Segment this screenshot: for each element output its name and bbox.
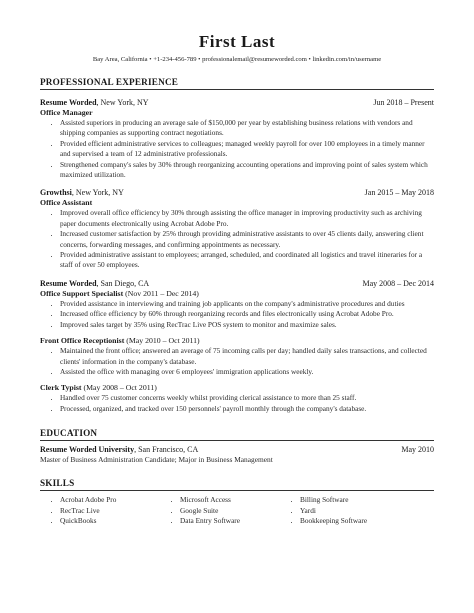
role-dates: (May 2010 – Oct 2011): [124, 336, 200, 346]
job-entry: [40, 188, 434, 270]
skills-column: [40, 495, 160, 526]
job-dates: Jun 2018 – Present: [373, 98, 434, 107]
skills-column: [160, 495, 280, 526]
role-title: [40, 336, 434, 345]
bullet-list: [40, 118, 434, 180]
job-location: , New York, NY: [96, 98, 149, 107]
skill-item: • Microsoft Access: [180, 495, 280, 505]
role-dates: (Nov 2011 – Dec 2014): [123, 288, 199, 298]
school-name: Resume Worded University: [40, 445, 135, 455]
education-dates: May 2010: [401, 445, 434, 455]
skill-item: • QuickBooks: [60, 516, 160, 526]
job-dates: May 2008 – Dec 2014: [362, 278, 434, 288]
role-name: Office Support Specialist: [40, 288, 124, 298]
skill-item: • Yardi: [300, 506, 400, 516]
school-location: , San Francisco, CA: [134, 445, 199, 455]
skills-grid: [40, 495, 434, 526]
role-title: [40, 289, 434, 298]
bullet-item: • Increased office efficiency by 60% through reorganizing records and files electronically using Acrobat Adobe Pro.: [60, 309, 434, 319]
section-heading-experience: PROFESSIONAL EXPERIENCE: [40, 77, 179, 87]
bullet-item: • Assisted the office with managing over 6 employees' immigration applications weekly.: [60, 367, 434, 377]
role-name: Front Office Receptionist: [40, 336, 125, 346]
job-entry: [40, 98, 434, 180]
bullet-list: [40, 208, 434, 270]
section-divider: [40, 440, 434, 441]
bullet-item: • Handled over 75 customer concerns weekly whilst providing clerical assistance to more than 25 staff.: [60, 393, 434, 403]
bullet-item: • Improved sales target by 35% using RecTrac Live POS system to monitor and maximize sales.: [60, 320, 434, 330]
job-location: , San Diego, CA: [96, 278, 150, 288]
job-dates: Jan 2015 – May 2018: [364, 188, 434, 198]
bullet-item: • Assisted superiors in producing an average sale of $150,000 per year by establishing business relations with vendors and shipping companies as supporting contract negotiations.: [60, 118, 434, 139]
bullet-item: • Provided assistance in interviewing and training job applicants on the company's administrative procedures and duties: [60, 299, 434, 309]
skills-column: [280, 495, 400, 526]
bullet-list: [40, 346, 434, 377]
section-heading-education: EDUCATION: [40, 428, 98, 439]
job-title: Office Manager: [40, 108, 93, 117]
role-dates: (May 2008 – Oct 2011): [81, 383, 157, 393]
bullet-list: [40, 299, 434, 330]
bullet-list: [40, 393, 434, 414]
job-location: , New York, NY: [71, 188, 124, 198]
role-name: Clerk Typist: [40, 383, 82, 393]
section-heading-skills: SKILLS: [40, 478, 75, 489]
skill-item: • Billing Software: [300, 495, 400, 505]
education-entry: [40, 445, 434, 464]
company-name: Resume Worded: [40, 278, 97, 288]
bullet-item: • Strengthened company's sales by 30% through reorganizing accounting operations and improving point of sales system which maximized utilization.: [60, 160, 434, 181]
section-divider: [40, 490, 434, 491]
job-entry: [40, 279, 434, 414]
bullet-item: • Increased customer satisfaction by 25% through providing administrative assistants to over 45 clients daily, answering client concerns, forwarding messages, and confirming appointments as necessary.: [60, 229, 434, 250]
candidate-name: First Last: [198, 32, 276, 51]
company-name: Growthsi: [40, 188, 72, 198]
degree: Master of Business Administration Candidate; Major in Business Management: [40, 455, 273, 465]
skill-item: • RecTrac Live: [60, 506, 160, 516]
bullet-item: • Provided administrative assistant to employees; arranged, scheduled, and coordinated all logistics and travel itineraries for a staff of over 50 employees.: [60, 250, 434, 271]
contact-line: Bay Area, California • +1-234-456-789 • professionalemail@resumeworded.com • linkedin.com/in/username: [92, 56, 382, 63]
bullet-item: • Improved overall office efficiency by 30% through assisting the office manager in improving productivity such as archiving paper documents electronically using Acrobat Adobe Pro.: [60, 208, 434, 229]
section-divider: [40, 89, 434, 90]
bullet-item: • Maintained the front office; answered an average of 75 incoming calls per day; handled daily sales transactions, and collected clients' information in the company's database.: [60, 346, 434, 367]
skill-item: • Data Entry Software: [180, 516, 280, 526]
company-name: Resume Worded: [40, 98, 97, 107]
bullet-item: • Provided efficient administrative services to colleagues; managed weekly payroll for over 100 employees in a timely manner and supervised a team of 12 administrative professionals.: [60, 139, 434, 160]
skill-item: • Bookkeeping Software: [300, 516, 400, 526]
role-title: [40, 383, 434, 392]
skill-item: • Acrobat Adobe Pro: [60, 495, 160, 505]
job-title: Office Assistant: [40, 198, 93, 208]
bullet-item: • Processed, organized, and tracked over 150 personnels' payroll monthly through the company's database.: [60, 404, 434, 414]
skill-item: • Google Suite: [180, 506, 280, 516]
